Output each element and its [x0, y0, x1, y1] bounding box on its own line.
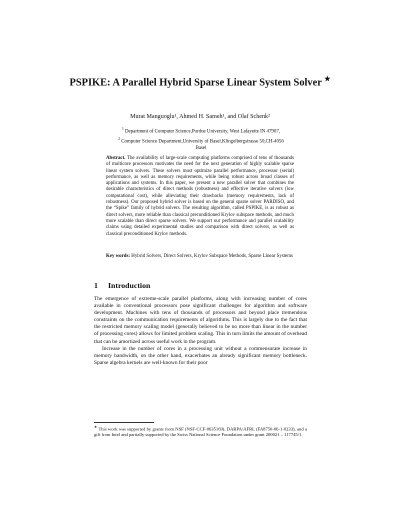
title-footnote-mark: ★: [324, 75, 331, 83]
footnote-mark: ★: [94, 425, 98, 429]
affiliation-2-cont: [98, 146, 304, 152]
section-number: 1: [94, 281, 98, 290]
affiliation-2: [98, 136, 304, 146]
abstract: [106, 156, 294, 238]
affiliation-text: Department of Computer Science,Purdue University, West Lafayette IN 47907,: [125, 129, 280, 135]
abstract-label: Abstract.: [106, 156, 126, 161]
keywords: [106, 254, 294, 260]
affiliation-text: Computer Science Department,University of Basel,Klingelbergstrasse 50,CH-4056: [121, 139, 284, 145]
section-title: Introduction: [108, 281, 151, 290]
paper-title: [60, 73, 340, 90]
keywords-label: Key words:: [106, 254, 131, 259]
abstract-text: The availability of large-scale computing platforms comprised of tens of thousands of multicore processors motivates the need for the next generation of highly scalable sparse linear system solvers. These solvers must optimize parallel performance, processor (serial) performance, as well as memory requirements, while being robust across broad classes of applications and systems. In this paper, we present a new parallel solver that combines the desirable characteristics of direct methods (robustness) and effective iterative solvers (low computational cost), while alleviating their drawbacks (memory requirements, lack of robustness). Our proposed hybrid solver is based on the general sparse solver PARDISO, and the “Spike” family of hybrid solvers. The resulting algorithm, called PSPIKE, is as robust as direct solvers, more reliable than classical preconditioned Krylov subspace methods, and much more scalable than direct sparse solvers. We support our performance and parallel scalability claims using detailed experimental studies and comparison with direct solvers, as well as classical preconditioned Krylov methods.: [106, 156, 294, 237]
section-body: [94, 296, 307, 367]
author-list: Murat Manguoglu¹, Ahmed H. Sameh¹, and Olaf Schenk²: [130, 114, 270, 120]
keywords-text: Hybrid Solvers, Direct Solvers, Krylov Subspace Methods, Sparse Linear Systems: [131, 254, 293, 259]
paper-title-text: PSPIKE: A Parallel Hybrid Sparse Linear System Solver: [69, 77, 322, 89]
body-paragraph: The emergence of extreme-scale parallel platforms, along with increasing number of cores available in conventional processors pose significant challenges for algorithm and software development. Machines with tens of thousands of processors and beyond place tremendous constraints on the communication requirements of algorithms. This is largely due to the fact that the restricted memory scaling model (generally believed to be no more than linear in the number of processing cores) allows for limited problem scaling. This in turn limits the amount of overhead that can be amortized across useful work in the program.: [94, 296, 307, 345]
affiliation-mark: 2: [118, 136, 120, 141]
footnote-rule: [94, 422, 154, 423]
section-heading: [94, 281, 150, 291]
affiliation-text: Basel: [195, 145, 207, 151]
affiliation-1: [98, 126, 304, 136]
affiliations: [98, 126, 304, 152]
footnote: [94, 425, 307, 438]
affiliation-mark: 1: [121, 127, 124, 131]
body-paragraph: Increase in the number of cores in a processing unit without a commensurate increase in memory bandwidth, on the other hand, exacerbates an already significant memory bottleneck. Sparse algebra kernels are well-known for their poor: [94, 345, 307, 366]
footnote-text: This work was supported by grants from NSF (NSF-CCF-0635169), DARPA/AFRL (FA8750-06-1-0233), and a gift from Intel and partially supported by the Swiss National Science Foundation under grant 200021 – 117745/1.: [94, 426, 307, 438]
